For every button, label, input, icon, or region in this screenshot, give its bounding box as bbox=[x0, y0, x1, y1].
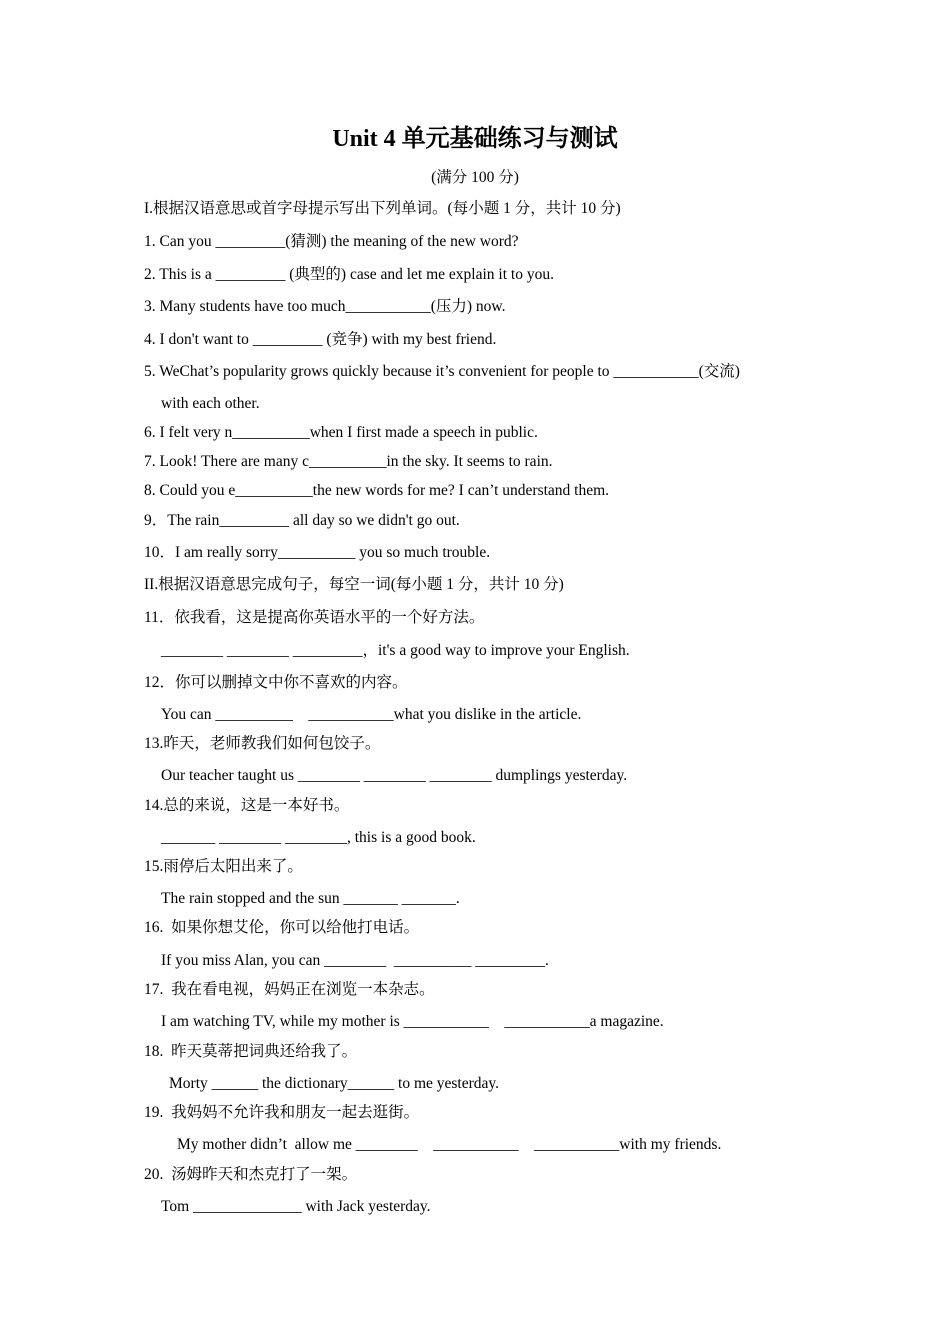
question-12-chinese: 12．你可以删掉文中你不喜欢的内容。 bbox=[144, 674, 408, 691]
question-19-chinese: 19. 我妈妈不允许我和朋友一起去逛街。 bbox=[144, 1104, 420, 1121]
section2-heading: II.根据汉语意思完成句子，每空一词(每小题 1 分，共计 10 分) bbox=[144, 576, 564, 593]
question-9: 9．The rain_________ all day so we didn't go out. bbox=[144, 512, 460, 529]
question-11-english: ________ ________ _________，it's a good way to improve your English. bbox=[161, 642, 630, 659]
question-14-chinese: 14.总的来说，这是一本好书。 bbox=[144, 797, 350, 814]
question-4: 4. I don't want to _________ (竞争) with my best friend. bbox=[144, 331, 497, 348]
question-3: 3. Many students have too much___________(压力) now. bbox=[144, 298, 506, 315]
question-15-english: The rain stopped and the sun _______ _______. bbox=[161, 890, 460, 907]
question-7: 7. Look! There are many c__________in the sky. It seems to rain. bbox=[144, 453, 553, 470]
question-18-english: Morty ______ the dictionary______ to me yesterday. bbox=[169, 1075, 500, 1092]
question-16-english: If you miss Alan, you can ________ __________ _________. bbox=[161, 952, 549, 969]
question-13-english: Our teacher taught us ________ ________ ________ dumplings yesterday. bbox=[161, 767, 628, 784]
question-12-english: You can __________ ___________what you dislike in the article. bbox=[161, 706, 582, 723]
page-title: Unit 4 单元基础练习与测试 bbox=[332, 126, 618, 152]
question-20-english: Tom ______________ with Jack yesterday. bbox=[161, 1198, 431, 1215]
question-11-chinese: 11．依我看，这是提高你英语水平的一个好方法。 bbox=[144, 609, 485, 626]
question-5: 5. WeChat’s popularity grows quickly because it’s convenient for people to ___________(交流) bbox=[144, 363, 740, 380]
question-15-chinese: 15.雨停后太阳出来了。 bbox=[144, 858, 303, 875]
question-16-chinese: 16. 如果你想艾伦，你可以给他打电话。 bbox=[144, 919, 420, 936]
question-14-english: _______ ________ ________, this is a good book. bbox=[161, 829, 476, 846]
question-20-chinese: 20. 汤姆昨天和杰克打了一架。 bbox=[144, 1166, 358, 1183]
question-8: 8. Could you e__________the new words for me? I can’t understand them. bbox=[144, 482, 610, 499]
question-5-continued: with each other. bbox=[161, 395, 260, 412]
question-17-english: I am watching TV, while my mother is ___________ ___________a magazine. bbox=[161, 1013, 664, 1030]
score-note: (满分 100 分) bbox=[431, 169, 519, 186]
question-6: 6. I felt very n__________when I first made a speech in public. bbox=[144, 424, 538, 441]
question-19-english: My mother didn’t allow me ________ ___________ ___________with my friends. bbox=[177, 1136, 722, 1153]
question-13-chinese: 13.昨天，老师教我们如何包饺子。 bbox=[144, 735, 381, 752]
question-1: 1. Can you _________(猜测) the meaning of the new word? bbox=[144, 233, 519, 250]
question-18-chinese: 18. 昨天莫蒂把词典还给我了。 bbox=[144, 1043, 358, 1060]
question-2: 2. This is a _________ (典型的) case and let me explain it to you. bbox=[144, 266, 554, 283]
question-17-chinese: 17. 我在看电视，妈妈正在浏览一本杂志。 bbox=[144, 981, 435, 998]
section1-heading: I.根据汉语意思或首字母提示写出下列单词。(每小题 1 分，共计 10 分) bbox=[144, 200, 621, 217]
question-10: 10．I am really sorry__________ you so much trouble. bbox=[144, 544, 491, 561]
